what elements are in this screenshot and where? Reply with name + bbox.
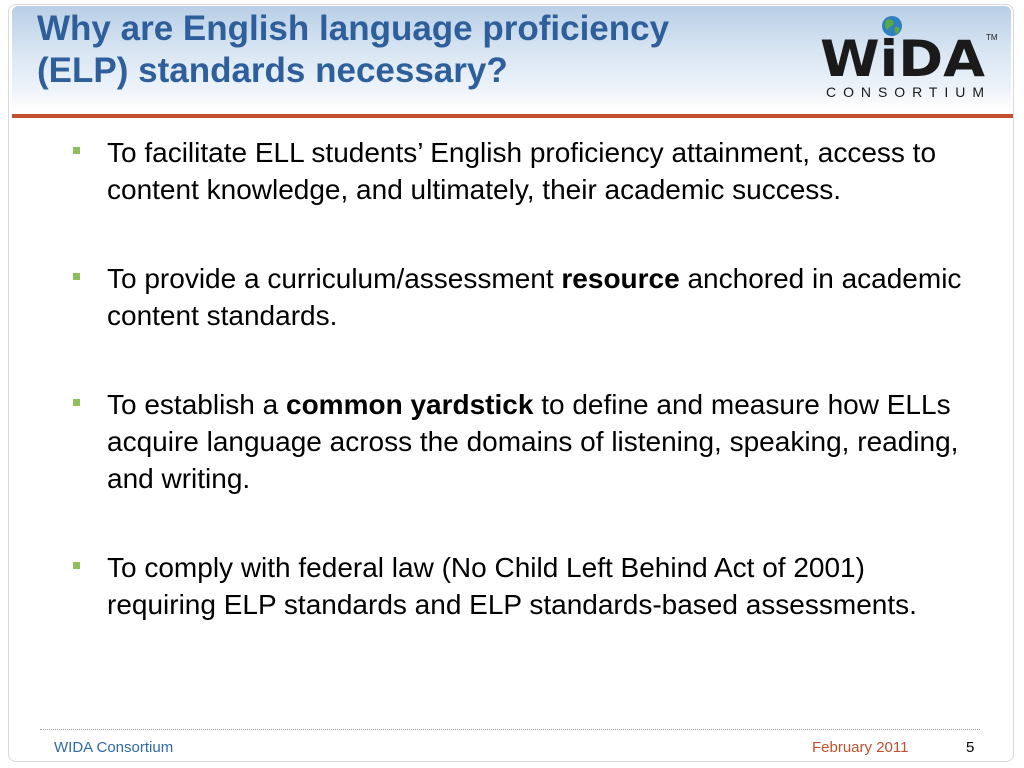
slide-title-line-2: (ELP) standards necessary? (37, 51, 508, 90)
logo-trademark: TM (986, 33, 998, 42)
logo-wordmark: WiDA (820, 30, 986, 88)
title-divider (12, 114, 1013, 118)
bullet-text-2b: anchored in academic content standards. (107, 263, 962, 331)
logo-subtitle: CONSORTIUM (826, 84, 988, 100)
bullet-marker (73, 562, 80, 569)
bullet-emphasis-yardstick: common yardstick (286, 389, 534, 420)
footer-divider (40, 729, 980, 730)
bullet-item-3 (70, 386, 980, 497)
bullet-text-2a: To provide a curriculum/assessment (107, 263, 562, 294)
bullet-marker (73, 147, 80, 154)
bullet-item-2 (70, 260, 980, 334)
bullet-marker (73, 273, 80, 280)
footer-date: February 2011 (812, 739, 909, 756)
bullet-text-1: To facilitate ELL students’ English proficiency attainment, access to content knowledge, and ultimately, their academic success. (107, 137, 937, 205)
wida-logo (820, 14, 1000, 104)
bullet-text-3b: to define and measure how ELLs acquire language across the domains of listening, speaking, reading, and writing. (107, 389, 959, 494)
bullet-item-4 (70, 549, 980, 623)
bullet-emphasis-resource: resource (561, 263, 680, 294)
bullet-text-3a: To establish a (107, 389, 286, 420)
bullet-item-1 (70, 134, 980, 208)
bullet-text-4: To comply with federal law (No Child Left Behind Act of 2001) requiring ELP standards and ELP standards-based assessments. (107, 552, 917, 620)
slide-title (37, 8, 807, 92)
slide-title-line-1: Why are English language proficiency (37, 9, 670, 48)
bullet-marker (73, 399, 80, 406)
page-number: 5 (966, 739, 975, 756)
bullet-list (70, 134, 980, 675)
footer-organization: WIDA Consortium (54, 739, 174, 756)
